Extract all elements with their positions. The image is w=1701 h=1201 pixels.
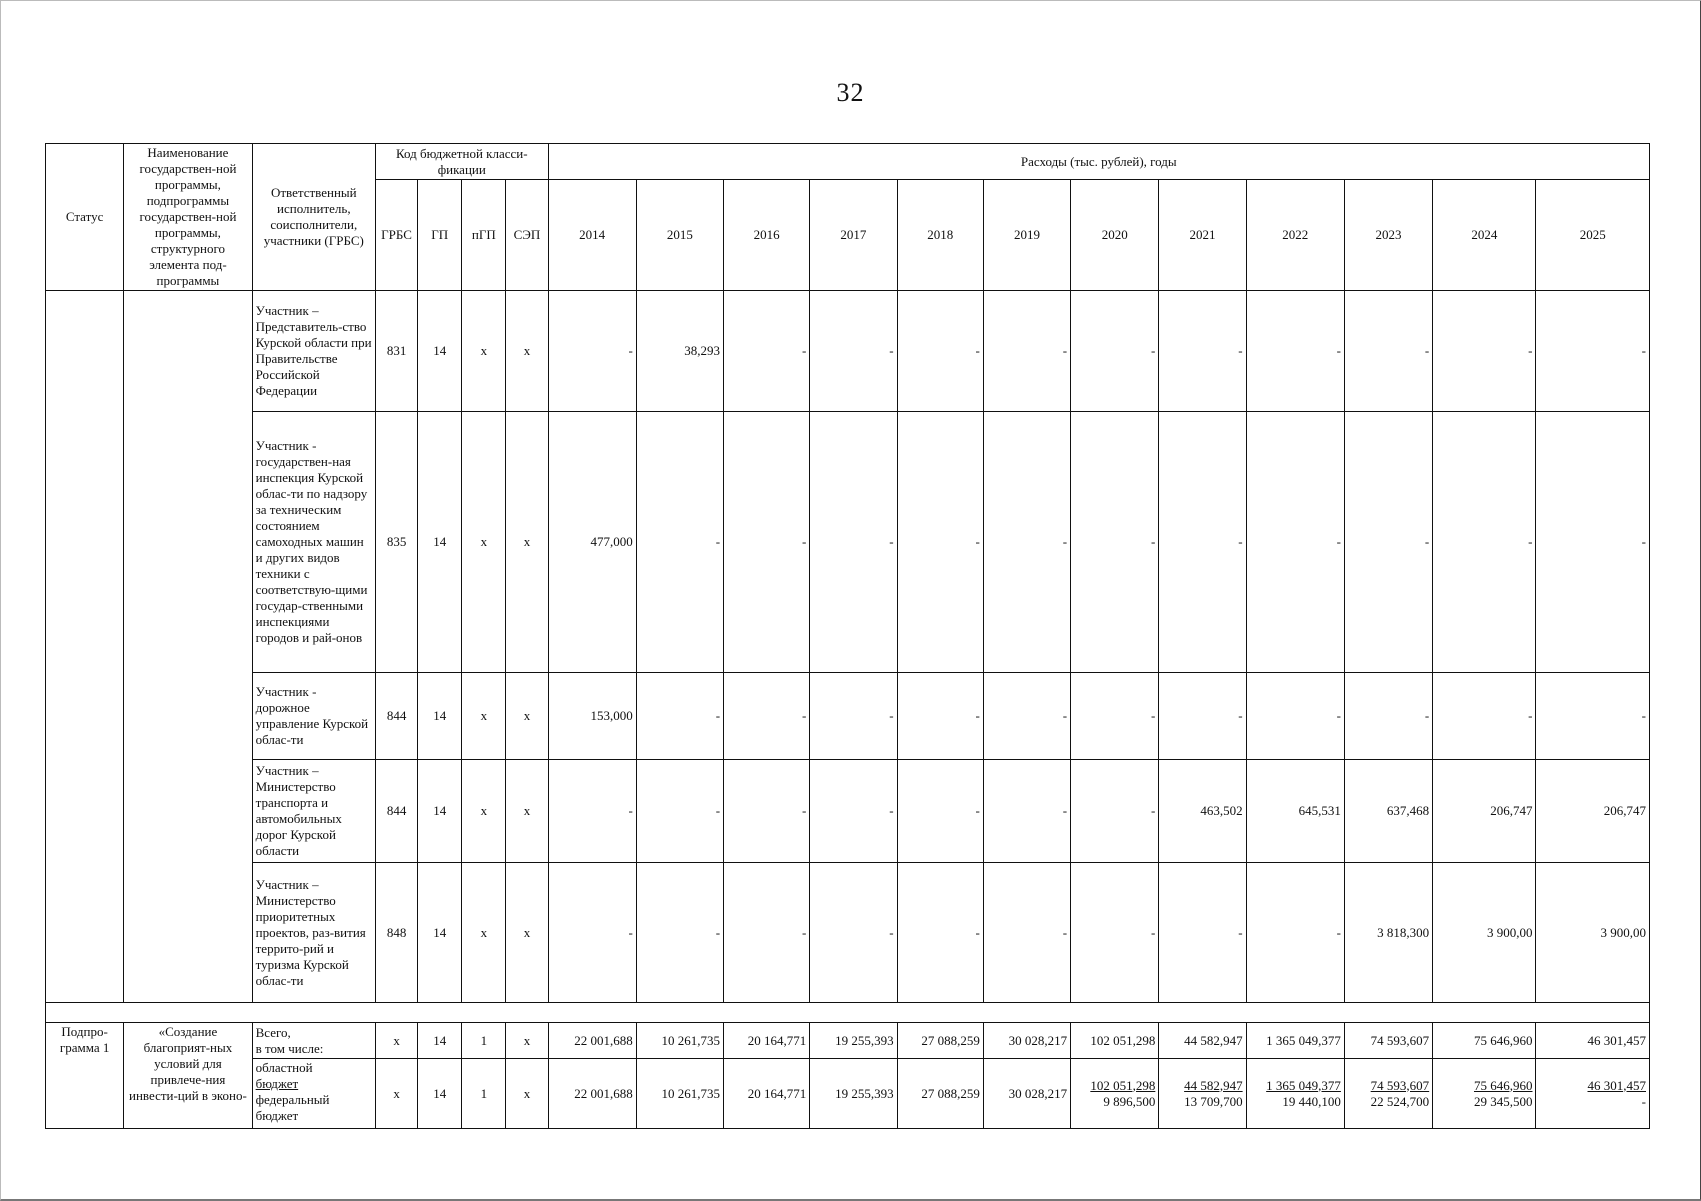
regional-amount-cell <box>1159 1059 1246 1129</box>
regional-amount-cell <box>1344 1059 1432 1129</box>
regional-amount: 102 051,298 <box>1090 1077 1156 1093</box>
regional-amount: 27 088,259 <box>921 1085 980 1101</box>
pgp-cell: х <box>462 291 506 412</box>
grbs-cell: 848 <box>376 863 418 1003</box>
status-cell <box>46 291 124 1003</box>
amount-cell: - <box>1159 412 1246 673</box>
amount-cell: - <box>1159 291 1246 412</box>
header-year: 2014 <box>548 180 636 291</box>
amount-cell: 3 900,00 <box>1536 863 1650 1003</box>
federal-amount: 9 896,500 <box>1103 1093 1156 1109</box>
regional-amount-cell <box>636 1059 723 1129</box>
participant-rows <box>46 291 1650 1129</box>
regional-label-line2: бюджет <box>255 1076 299 1091</box>
amount-cell: - <box>1071 412 1159 673</box>
table-row <box>46 673 1650 760</box>
participant-cell: Участник – Министерство транспорта и автомобильных дорог Курской области <box>252 760 375 863</box>
header-year: 2020 <box>1071 180 1159 291</box>
amount-cell: - <box>724 863 810 1003</box>
federal-amount: 29 345,500 <box>1473 1093 1533 1109</box>
pgp-cell: х <box>462 673 506 760</box>
regional-amount-cell <box>1246 1059 1344 1129</box>
amount-cell: - <box>1433 412 1536 673</box>
federal-label-line1: федеральный <box>255 1092 330 1107</box>
header-year: 2023 <box>1344 180 1432 291</box>
header-year: 2022 <box>1246 180 1344 291</box>
total-amount-cell: 27 088,259 <box>897 1023 983 1059</box>
header-year: 2018 <box>897 180 983 291</box>
header-year: 2015 <box>636 180 723 291</box>
regional-label <box>252 1059 375 1129</box>
header-grbs: ГРБС <box>376 180 418 291</box>
amount-cell: - <box>1071 291 1159 412</box>
gp-cell: 14 <box>418 1059 462 1129</box>
subprogram-name: «Создание благоприят-ных условий для привлече-ния инвести-ций в эконо- <box>124 1023 252 1129</box>
header-expenses: Расходы (тыс. рублей), годы <box>548 144 1649 180</box>
sep-cell: х <box>506 863 548 1003</box>
amount-cell: - <box>983 673 1070 760</box>
amount-cell: - <box>724 673 810 760</box>
amount-cell: 463,502 <box>1159 760 1246 863</box>
regional-amount-cell <box>983 1059 1070 1129</box>
amount-cell: - <box>1159 673 1246 760</box>
amount-cell: 38,293 <box>636 291 723 412</box>
regional-amount-cell <box>548 1059 636 1129</box>
table-row <box>46 291 1650 412</box>
header-budget-code: Код бюджетной класси-фикации <box>376 144 549 180</box>
amount-cell: 206,747 <box>1536 760 1650 863</box>
gp-cell: 14 <box>418 291 462 412</box>
total-amount-cell: 1 365 049,377 <box>1246 1023 1344 1059</box>
amount-cell: - <box>1246 673 1344 760</box>
header-year: 2019 <box>983 180 1070 291</box>
amount-cell: - <box>548 760 636 863</box>
amount-cell: 206,747 <box>1433 760 1536 863</box>
amount-cell: - <box>724 760 810 863</box>
amount-cell: - <box>636 760 723 863</box>
sep-cell: х <box>506 673 548 760</box>
amount-cell: - <box>1071 863 1159 1003</box>
grbs-cell: х <box>376 1023 418 1059</box>
federal-amount: 19 440,100 <box>1282 1093 1341 1109</box>
amount-cell: - <box>983 412 1070 673</box>
gp-cell: 14 <box>418 1023 462 1059</box>
total-label-line1: Всего, <box>255 1024 291 1040</box>
amount-cell: - <box>810 412 897 673</box>
header-status: Статус <box>46 144 124 291</box>
amount-cell: - <box>1344 673 1432 760</box>
amount-cell: - <box>1536 673 1650 760</box>
header-pgp: пГП <box>462 180 506 291</box>
total-amount-cell: 46 301,457 <box>1536 1023 1650 1059</box>
sep-cell: х <box>506 1023 548 1059</box>
amount-cell: - <box>810 760 897 863</box>
participant-cell: Участник - дорожное управление Курской облас-ти <box>252 673 375 760</box>
regional-label-line1: областной <box>255 1060 313 1075</box>
amount-cell: - <box>1246 863 1344 1003</box>
regional-amount-cell <box>897 1059 983 1129</box>
amount-cell: - <box>636 673 723 760</box>
federal-amount: 13 709,700 <box>1184 1093 1243 1109</box>
gp-cell: 14 <box>418 412 462 673</box>
amount-cell: - <box>1344 291 1432 412</box>
total-amount-cell: 44 582,947 <box>1159 1023 1246 1059</box>
header-responsible: Ответственный исполнитель, соисполнители, участники (ГРБС) <box>252 144 375 291</box>
page-number: 32 <box>836 78 865 107</box>
sep-cell: х <box>506 1059 548 1129</box>
header-gp: ГП <box>418 180 462 291</box>
amount-cell: - <box>810 291 897 412</box>
amount-cell: - <box>983 760 1070 863</box>
amount-cell: - <box>810 673 897 760</box>
header-year: 2016 <box>724 180 810 291</box>
total-amount-cell: 30 028,217 <box>983 1023 1070 1059</box>
amount-cell: - <box>724 291 810 412</box>
subprogram-status: Подпро-грамма 1 <box>46 1023 124 1129</box>
pgp-cell: 1 <box>462 1059 506 1129</box>
spacer-row <box>46 1003 1650 1023</box>
amount-cell: - <box>897 863 983 1003</box>
total-amount-cell: 10 261,735 <box>636 1023 723 1059</box>
amount-cell: - <box>636 412 723 673</box>
amount-cell: - <box>1246 412 1344 673</box>
federal-amount: 22 524,700 <box>1370 1093 1430 1109</box>
sep-cell: х <box>506 760 548 863</box>
header-year: 2021 <box>1159 180 1246 291</box>
total-amount-cell: 20 164,771 <box>724 1023 810 1059</box>
regional-amount: 1 365 049,377 <box>1266 1077 1341 1093</box>
pgp-cell: х <box>462 863 506 1003</box>
table-row <box>46 863 1650 1003</box>
total-amount-cell: 22 001,688 <box>548 1023 636 1059</box>
amount-cell: - <box>897 412 983 673</box>
participant-cell: Участник – Представитель-ство Курской области при Правительстве Российской Федерации <box>252 291 375 412</box>
grbs-cell: х <box>376 1059 418 1129</box>
amount-cell: - <box>983 863 1070 1003</box>
grbs-cell: 844 <box>376 760 418 863</box>
amount-cell: - <box>1344 412 1432 673</box>
amount-cell: - <box>724 412 810 673</box>
amount-cell: - <box>897 291 983 412</box>
regional-amount: 30 028,217 <box>1008 1085 1068 1101</box>
gp-cell: 14 <box>418 673 462 760</box>
amount-cell: - <box>1536 412 1650 673</box>
amount-cell: - <box>1071 760 1159 863</box>
regional-amount: 22 001,688 <box>574 1085 633 1101</box>
amount-cell: - <box>1246 291 1344 412</box>
amount-cell: - <box>983 291 1070 412</box>
regional-amount: 46 301,457 <box>1587 1077 1646 1093</box>
federal-label-line2: бюджет <box>255 1108 299 1123</box>
participant-cell: Участник - государствен-ная инспекция Курской облас-ти по надзору за техническим состоянием самоходных машин и других видов техники с соответствую-щими государ-ственными инспекциями городов и рай-онов <box>252 412 375 673</box>
amount-cell: - <box>810 863 897 1003</box>
amount-cell: - <box>897 760 983 863</box>
amount-cell: 153,000 <box>548 673 636 760</box>
total-amount-cell: 102 051,298 <box>1071 1023 1159 1059</box>
gp-cell: 14 <box>418 760 462 863</box>
amount-cell: - <box>1433 291 1536 412</box>
total-label <box>252 1023 375 1059</box>
sep-cell: х <box>506 412 548 673</box>
subprogram-regional-row <box>46 1059 1650 1129</box>
regional-amount-cell <box>810 1059 897 1129</box>
sep-cell: х <box>506 291 548 412</box>
amount-cell: - <box>1071 673 1159 760</box>
amount-cell: - <box>548 291 636 412</box>
header-year: 2017 <box>810 180 897 291</box>
regional-amount-cell <box>1536 1059 1650 1129</box>
regional-amount: 20 164,771 <box>747 1085 807 1101</box>
budget-table <box>45 143 1650 1129</box>
federal-amount: - <box>1641 1093 1646 1109</box>
amount-cell: - <box>1536 291 1650 412</box>
amount-cell: - <box>897 673 983 760</box>
amount-cell: 3 900,00 <box>1433 863 1536 1003</box>
header-row-1 <box>46 144 1650 180</box>
amount-cell: - <box>548 863 636 1003</box>
grbs-cell: 844 <box>376 673 418 760</box>
header-program-name: Наименование государствен-ной программы, подпрограммы государствен-ной программы, структурного элемента под-программы <box>124 144 252 291</box>
pgp-cell: х <box>462 760 506 863</box>
regional-amount: 74 593,607 <box>1370 1077 1430 1093</box>
subprogram-total-row <box>46 1023 1650 1059</box>
amount-cell: - <box>1159 863 1246 1003</box>
spacer-cell <box>46 1003 1650 1023</box>
total-amount-cell: 74 593,607 <box>1344 1023 1432 1059</box>
participant-cell: Участник – Министерство приоритетных проектов, раз-вития террито-рий и туризма Курской облас-ти <box>252 863 375 1003</box>
pgp-cell: 1 <box>462 1023 506 1059</box>
regional-amount: 44 582,947 <box>1184 1077 1243 1093</box>
regional-amount: 19 255,393 <box>835 1085 894 1101</box>
header-year: 2024 <box>1433 180 1536 291</box>
amount-cell: 477,000 <box>548 412 636 673</box>
amount-cell: - <box>636 863 723 1003</box>
regional-amount: 75 646,960 <box>1473 1077 1533 1093</box>
header-year: 2025 <box>1536 180 1650 291</box>
total-amount-cell: 19 255,393 <box>810 1023 897 1059</box>
pgp-cell: х <box>462 412 506 673</box>
amount-cell: - <box>1433 673 1536 760</box>
regional-amount-cell <box>1071 1059 1159 1129</box>
regional-amount-cell <box>1433 1059 1536 1129</box>
grbs-cell: 835 <box>376 412 418 673</box>
amount-cell: 645,531 <box>1246 760 1344 863</box>
program-name-cell <box>124 291 252 1003</box>
total-label-line2: в том числе: <box>255 1040 324 1056</box>
gp-cell: 14 <box>418 863 462 1003</box>
header-sep: СЭП <box>506 180 548 291</box>
total-amount-cell: 75 646,960 <box>1433 1023 1536 1059</box>
table-row <box>46 760 1650 863</box>
regional-amount-cell <box>724 1059 810 1129</box>
regional-amount: 10 261,735 <box>661 1085 721 1101</box>
table-row <box>46 412 1650 673</box>
amount-cell: 637,468 <box>1344 760 1432 863</box>
amount-cell: 3 818,300 <box>1344 863 1432 1003</box>
grbs-cell: 831 <box>376 291 418 412</box>
